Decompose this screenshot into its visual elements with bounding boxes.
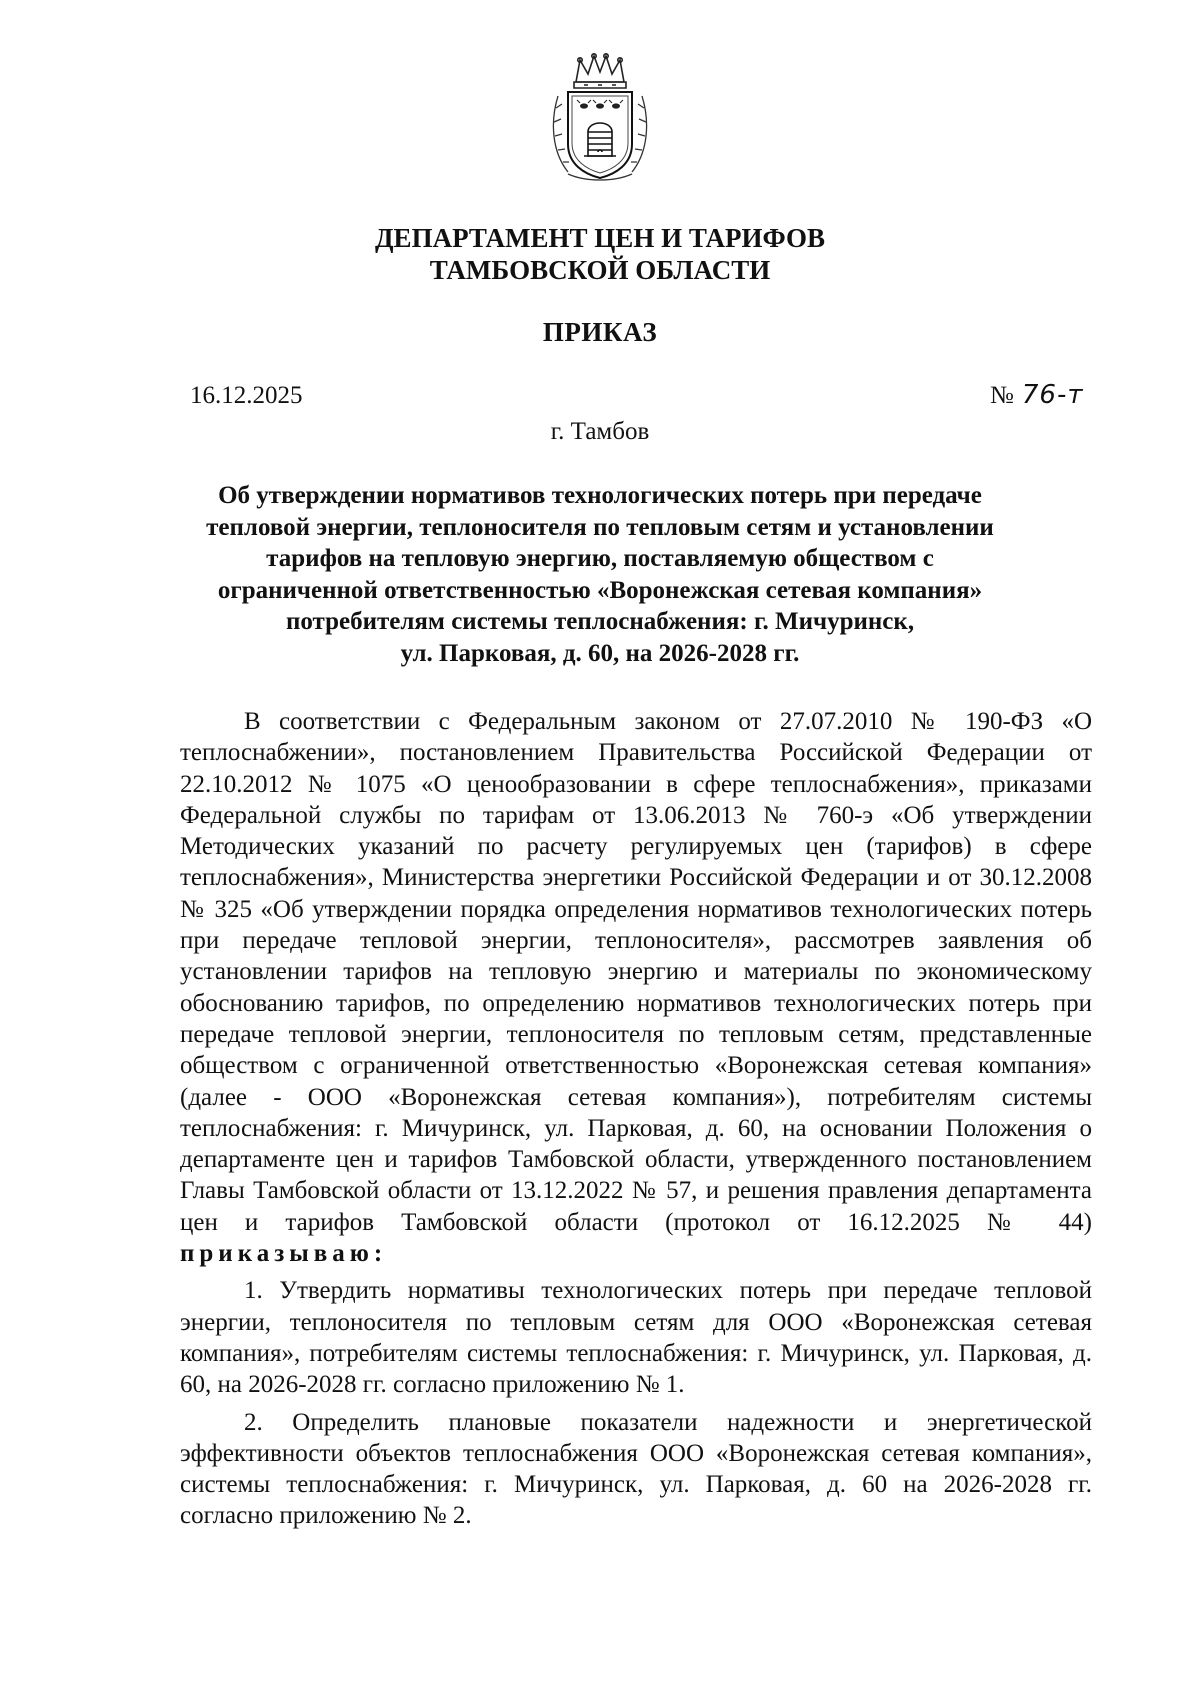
order-item-2: 2. Определить плановые показатели надежности и энергетической эффективности объектов теплоснабжения ООО «Воронежская сетевая компания», системы теплоснабжения: г. Мичуринск, ул. Парковая, д. 60 на 2026-2028 гг. согласно приложению № 2. [180, 1408, 1092, 1530]
coat-of-arms-emblem [546, 52, 654, 184]
order-number-prefix: № [990, 382, 1014, 409]
order-title-line: потребителям системы теплоснабжения: г. Мичуринск, [285, 608, 915, 635]
preamble-paragraph [180, 706, 1092, 1269]
document-type: ПРИКАЗ [542, 317, 658, 347]
department-name-line1: ДЕПАРТАМЕНТ ЦЕН И ТАРИФОВ [374, 223, 826, 253]
department-name-line2: ТАМБОВСКОЙ ОБЛАСТИ [429, 255, 771, 285]
order-title-line: тарифов на тепловую энергию, поставляемую обществом с [266, 545, 934, 572]
order-number-handwritten: 76-т [1021, 380, 1084, 410]
order-item-1: 1. Утвердить нормативы технологических потерь при передаче тепловой энергии, теплоносителя по тепловым сетям для ООО «Воронежская сетевая компания», потребителям системы теплоснабжения: г. Мичуринск, ул. Парковая, д. 60, на 2026-2028 гг. согласно приложению № 1. [180, 1277, 1092, 1399]
order-title [160, 480, 1040, 669]
order-word: приказываю: [180, 1240, 388, 1268]
order-body [180, 706, 1092, 1532]
order-title-line: Об утверждении нормативов технологических потерь при передаче [218, 482, 982, 509]
order-date: 16.12.2025 [190, 382, 303, 409]
order-number [990, 380, 1083, 410]
order-title-line: ограниченной ответственностью «Воронежская сетевая компания» [217, 576, 983, 604]
order-title-line: тепловой энергии, теплоносителя по тепловым сетям и установлении [206, 513, 994, 541]
preamble-text: В соответствии с Федеральным законом от 27.07.2010 № 190-ФЗ «О теплоснабжении», постановлением Правительства Российской Федерации от 22.10.2012 № 1075 «О ценообразовании в сфере теплоснабжения», приказами Федеральной службы по тарифам от 13.06.2013 № 760-э «Об утверждении Методических указаний по расчету регулируемых цен (тарифов) в сфере теплоснабжения», Министерства энергетики Российской Федерации и от 30.12.2008 № 325 «Об утверждении порядка определения нормативов технологических потерь при передаче тепловой энергии, теплоносителя», рассмотрев заявления об установлении тарифов на тепловую энергию и материалы по экономическому обоснованию тарифов, по определению нормативов технологических потерь при передаче тепловой энергии, теплоносителя по тепловым сетям, представленные обществом с ограниченной ответственностью «Воронежская сетевая компания» (далее - ООО «Воронежская сетевая компания»), потребителям системы теплоснабжения: г. Мичуринск, ул. Парковая, д. 60, на основании Положения о департаменте цен и тарифов Тамбовской области, утвержденного постановлением Главы Тамбовской области от 13.12.2022 № 57, и решения правления департамента цен и тарифов Тамбовской области (протокол от 16.12.2025 № 44) [180, 708, 1092, 1236]
order-title-line: ул. Парковая, д. 60, на 2026-2028 гг. [400, 639, 800, 667]
city: г. Тамбов [550, 418, 650, 445]
